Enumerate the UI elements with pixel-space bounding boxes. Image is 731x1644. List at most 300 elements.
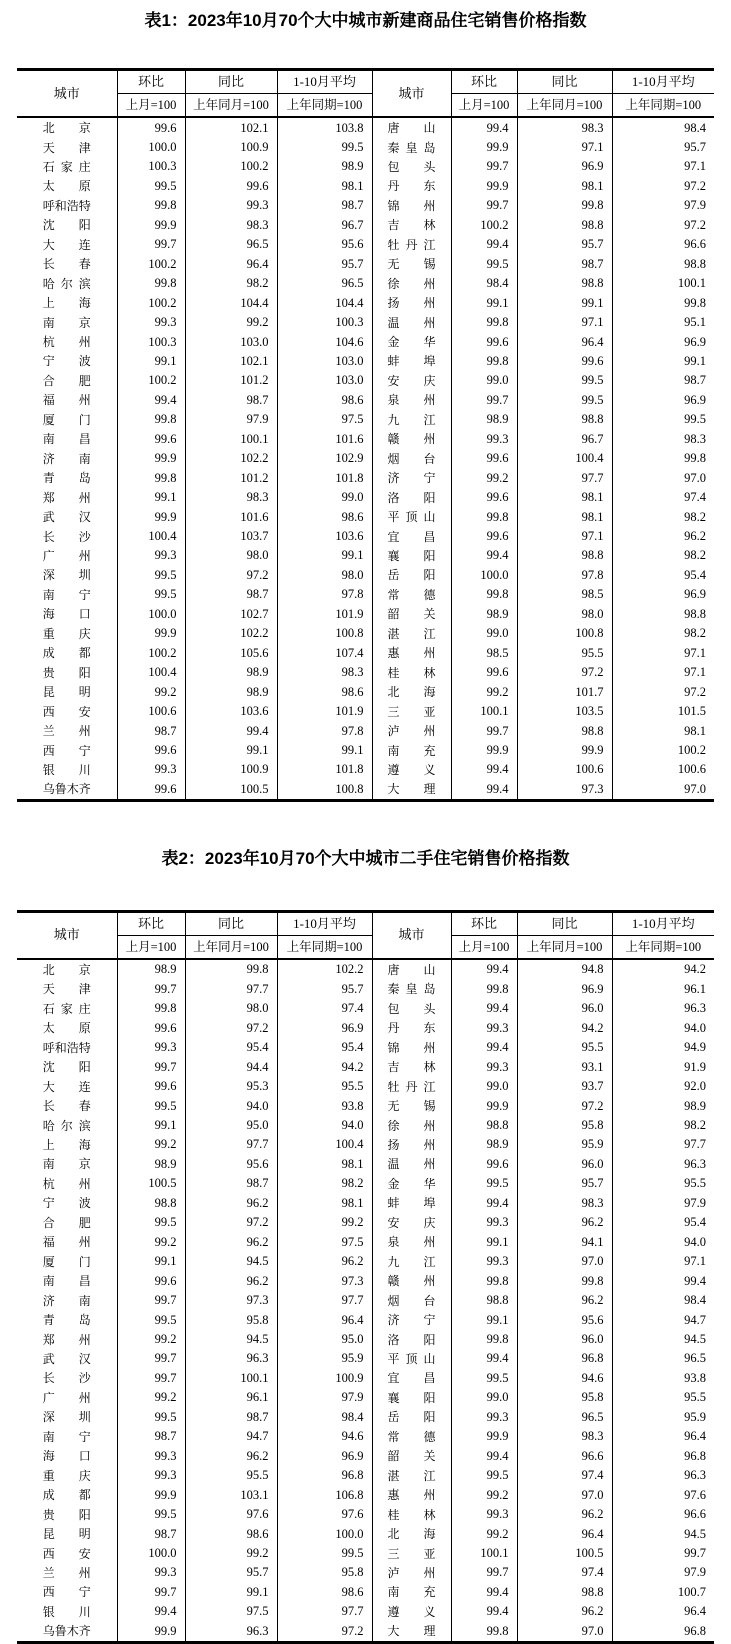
city-name: 秦皇岛 [387,140,436,155]
price-index-value: 96.9 [612,332,714,351]
city-name-cell [372,196,451,215]
price-index-value: 96.4 [517,332,612,351]
price-index-value: 100.5 [517,1543,612,1562]
price-index-value: 98.6 [277,390,372,409]
city-name: 沈阳 [42,1060,91,1075]
city-name: 温州 [387,1157,436,1172]
table-row [17,1018,714,1037]
price-index-value: 99.4 [451,1446,517,1465]
city-name: 南充 [387,743,436,758]
city-name: 石家庄 [42,159,91,174]
city-name-cell [17,196,117,215]
city-name-cell [372,332,451,351]
price-index-value: 99.5 [612,410,714,429]
price-index-value: 99.8 [117,274,185,293]
table-row [17,1135,714,1154]
price-index-value: 98.2 [612,507,714,526]
price-index-value: 98.7 [117,1427,185,1446]
price-index-value: 95.9 [612,1407,714,1426]
table-row [17,1271,714,1290]
price-index-value: 91.9 [612,1057,714,1076]
city-name: 南京 [42,315,91,330]
city-name-cell [17,1368,117,1387]
city-name-cell [17,702,117,721]
city-name-cell [372,1388,451,1407]
city-name: 沈阳 [42,218,91,233]
table-row [17,1407,714,1426]
city-name-cell [17,176,117,195]
table-row [17,604,714,623]
price-index-value: 96.4 [612,1427,714,1446]
price-index-value: 96.2 [185,1232,277,1251]
price-index-value: 100.0 [117,1543,185,1562]
price-index-value: 96.0 [517,1154,612,1173]
table-row [17,1193,714,1212]
city-name: 福州 [42,1235,91,1250]
price-index-value: 95.0 [277,1329,372,1348]
price-index-value: 99.3 [451,1057,517,1076]
price-index-value: 94.8 [517,959,612,979]
city-name-cell [372,1524,451,1543]
price-index-value: 99.4 [451,1193,517,1212]
price-index-value: 94.0 [277,1115,372,1134]
price-index-value: 97.1 [517,313,612,332]
city-name: 杭州 [42,1176,91,1191]
price-index-value: 98.4 [451,274,517,293]
price-index-value: 97.7 [185,979,277,998]
price-index-value: 99.0 [451,624,517,643]
price-index-value: 99.7 [451,157,517,176]
header-mom: 环比 [451,70,517,94]
price-index-value: 99.6 [117,429,185,448]
city-name-cell [17,1077,117,1096]
table-row [17,274,714,293]
city-name: 牡丹江 [387,1079,436,1094]
price-index-value: 99.5 [117,585,185,604]
price-index-value: 95.4 [185,1038,277,1057]
city-name-cell [372,1427,451,1446]
city-name: 太原 [42,1021,91,1036]
price-index-value: 101.8 [277,468,372,487]
price-index-value: 95.8 [185,1310,277,1329]
city-name-cell [17,1329,117,1348]
price-index-value: 100.0 [451,565,517,584]
city-name-cell [17,157,117,176]
price-index-value: 95.4 [277,1038,372,1057]
city-name: 长春 [42,257,91,272]
price-index-value: 95.6 [277,235,372,254]
city-name-cell [17,999,117,1018]
city-name: 襄阳 [387,549,436,564]
resale-home-price-index-table [17,910,714,1644]
price-index-value: 99.4 [451,760,517,779]
price-index-value: 96.0 [517,1329,612,1348]
city-name-cell [372,959,451,979]
price-index-value: 99.5 [451,1174,517,1193]
price-index-value: 97.2 [517,663,612,682]
header-yoy: 同比 [517,911,612,935]
price-index-value: 95.7 [277,254,372,273]
header-avg-base: 上年同期=100 [612,935,714,959]
price-index-value: 99.2 [117,1388,185,1407]
city-name: 泉州 [387,1235,436,1250]
price-index-value: 102.9 [277,449,372,468]
city-name-cell [17,1057,117,1076]
city-name-cell [17,507,117,526]
city-name-cell [372,1563,451,1582]
price-index-value: 98.8 [612,254,714,273]
city-name-cell [372,1543,451,1562]
price-index-value: 98.8 [517,721,612,740]
city-name: 惠州 [387,646,436,661]
city-name-cell [17,429,117,448]
price-index-value: 94.4 [185,1057,277,1076]
price-index-value: 97.0 [517,1485,612,1504]
header-avg: 1-10月平均 [612,70,714,94]
city-name: 大连 [42,237,91,252]
city-name-cell [17,215,117,234]
table-row [17,585,714,604]
price-index-value: 96.2 [517,1602,612,1621]
table-row [17,1466,714,1485]
price-index-value: 98.1 [277,1154,372,1173]
table-row [17,1349,714,1368]
price-index-value: 94.5 [612,1329,714,1348]
price-index-value: 98.5 [451,643,517,662]
price-index-value: 97.8 [277,585,372,604]
city-name-cell [17,1096,117,1115]
city-name: 南充 [387,1585,436,1600]
price-index-value: 97.5 [277,1232,372,1251]
city-name: 海口 [42,607,91,622]
price-index-value: 99.6 [451,449,517,468]
price-index-value: 96.8 [517,1349,612,1368]
city-name-cell [17,721,117,740]
city-name: 银川 [42,763,91,777]
price-index-value: 95.5 [517,643,612,662]
city-name: 扬州 [387,1137,436,1152]
price-index-value: 101.9 [277,604,372,623]
price-index-value: 100.4 [117,663,185,682]
city-name: 吉林 [387,1060,436,1075]
header-mom: 环比 [117,70,185,94]
header-yoy: 同比 [185,911,277,935]
price-index-value: 99.6 [451,332,517,351]
city-name: 济南 [42,1293,91,1308]
price-index-value: 101.2 [185,371,277,390]
price-index-value: 100.8 [277,624,372,643]
price-index-value: 99.6 [117,741,185,760]
city-name-cell [17,1388,117,1407]
price-index-value: 98.7 [117,1524,185,1543]
price-index-value: 99.6 [451,527,517,546]
city-name-cell [372,760,451,779]
city-name-cell [17,1252,117,1271]
city-name: 成都 [42,646,91,661]
header-mom-base: 上月=100 [451,935,517,959]
city-name: 西宁 [42,743,91,758]
table-row [17,1232,714,1251]
price-index-value: 96.8 [612,1621,714,1642]
table-row [17,1602,714,1621]
city-name-cell [372,1368,451,1387]
city-name-cell [17,643,117,662]
city-name-cell [17,1582,117,1601]
price-index-value: 95.5 [185,1466,277,1485]
price-index-value: 100.6 [517,760,612,779]
city-name: 岳阳 [387,568,436,583]
city-name: 韶关 [387,1449,436,1464]
city-name: 贵阳 [42,1507,91,1522]
price-index-value: 100.1 [612,274,714,293]
city-name-cell [372,1018,451,1037]
city-name: 北京 [42,121,91,136]
table-row [17,390,714,409]
price-index-value: 94.0 [612,1018,714,1037]
price-index-value: 97.9 [185,410,277,429]
price-index-value: 96.4 [185,254,277,273]
price-index-value: 96.8 [612,1446,714,1465]
price-index-value: 97.7 [185,1135,277,1154]
price-index-value: 98.9 [185,682,277,701]
price-index-value: 98.9 [451,1135,517,1154]
price-index-value: 97.1 [612,663,714,682]
city-name: 北海 [387,685,436,700]
table2-header [17,911,714,959]
price-index-value: 104.4 [277,293,372,312]
price-index-value: 98.3 [277,663,372,682]
city-name-cell [17,1310,117,1329]
table-row [17,1291,714,1310]
city-name: 南昌 [42,1274,91,1289]
price-index-value: 99.2 [117,1329,185,1348]
city-name: 南京 [42,1157,91,1172]
price-index-value: 97.6 [612,1485,714,1504]
price-index-value: 96.4 [277,1310,372,1329]
city-name-cell [17,235,117,254]
price-index-value: 99.4 [451,1602,517,1621]
city-name-cell [372,1505,451,1524]
table-row [17,1582,714,1601]
price-index-value: 93.8 [612,1368,714,1387]
price-index-value: 97.5 [185,1602,277,1621]
city-name: 遵义 [387,1604,436,1619]
price-index-value: 103.6 [185,702,277,721]
city-name-cell [372,1446,451,1465]
price-index-value: 100.1 [451,702,517,721]
city-name: 济宁 [387,1313,436,1328]
table-row [17,643,714,662]
city-name: 北京 [42,962,91,977]
city-name: 青岛 [42,471,91,486]
city-name-cell [17,1602,117,1621]
table2-body [17,959,714,1642]
city-name-cell [372,721,451,740]
city-name-cell [372,527,451,546]
price-index-value: 97.2 [517,1096,612,1115]
city-name: 上海 [42,296,91,311]
city-name-cell [17,254,117,273]
header-mom-base: 上月=100 [451,94,517,118]
city-name: 秦皇岛 [387,982,436,997]
price-index-value: 99.5 [277,1543,372,1562]
price-index-value: 94.9 [612,1038,714,1057]
price-index-value: 99.9 [117,624,185,643]
price-index-value: 94.2 [277,1057,372,1076]
new-home-price-index-table [17,68,714,802]
price-index-value: 99.3 [185,196,277,215]
city-name: 长春 [42,1099,91,1114]
price-index-value: 95.3 [185,1077,277,1096]
city-name-cell [17,624,117,643]
price-index-value: 99.1 [185,1582,277,1601]
city-name: 三亚 [387,704,436,719]
price-index-value: 99.1 [612,351,714,370]
table1-body [17,117,714,800]
price-index-value: 97.7 [612,1135,714,1154]
price-index-value: 99.7 [117,979,185,998]
price-index-value: 99.1 [451,293,517,312]
price-index-value: 94.5 [185,1252,277,1271]
table-row [17,760,714,779]
price-index-value: 106.8 [277,1485,372,1504]
city-name: 重庆 [42,626,91,641]
price-index-value: 96.3 [185,1621,277,1642]
price-index-value: 99.3 [451,1505,517,1524]
table-row [17,721,714,740]
city-name: 西安 [42,704,91,719]
price-index-value: 99.1 [277,546,372,565]
city-name-cell [372,1115,451,1134]
city-name-cell [17,1543,117,1562]
price-index-value: 99.3 [117,546,185,565]
price-index-value: 96.9 [612,390,714,409]
city-name-cell [372,1252,451,1271]
city-name-cell [372,741,451,760]
table-row [17,507,714,526]
price-index-value: 100.4 [277,1135,372,1154]
price-index-value: 98.3 [517,1427,612,1446]
city-name: 平顶山 [387,510,436,525]
city-name-cell [372,235,451,254]
city-name-cell [17,1446,117,1465]
price-index-value: 99.8 [451,1271,517,1290]
price-index-value: 99.9 [117,1485,185,1504]
city-name-cell [17,1154,117,1173]
price-index-value: 107.4 [277,643,372,662]
table-row [17,1174,714,1193]
city-name-cell [372,215,451,234]
city-name: 泸州 [387,724,436,739]
city-name-cell [17,979,117,998]
city-name-cell [17,351,117,370]
city-name-cell [17,663,117,682]
city-name-cell [372,254,451,273]
price-index-value: 97.9 [277,1388,372,1407]
city-name: 大连 [42,1079,91,1094]
city-name: 宁波 [42,1196,91,1211]
price-index-value: 97.3 [517,779,612,800]
price-index-value: 100.3 [117,332,185,351]
price-index-value: 99.4 [451,117,517,137]
city-name: 呼和浩特 [42,1040,91,1055]
price-index-value: 96.3 [612,1466,714,1485]
table-row [17,1038,714,1057]
price-index-value: 99.8 [451,351,517,370]
table-row [17,1621,714,1642]
price-index-value: 95.7 [185,1563,277,1582]
price-index-value: 97.1 [517,137,612,156]
city-name-cell [17,779,117,800]
price-index-value: 96.1 [185,1388,277,1407]
price-index-value: 96.1 [612,979,714,998]
price-index-value: 98.8 [517,410,612,429]
price-index-value: 99.2 [117,1135,185,1154]
price-index-value: 96.9 [517,979,612,998]
price-index-value: 94.5 [185,1329,277,1348]
price-index-value: 95.7 [612,137,714,156]
city-name: 无锡 [387,1099,436,1114]
price-index-value: 97.7 [277,1602,372,1621]
price-index-value: 98.2 [277,1174,372,1193]
price-index-value: 99.6 [451,1154,517,1173]
city-name-cell [17,313,117,332]
city-name: 宜昌 [387,1371,436,1386]
city-name: 哈尔滨 [42,1118,91,1133]
city-name: 青岛 [42,1313,91,1328]
price-index-value: 96.7 [277,215,372,234]
table-row [17,1310,714,1329]
city-name-cell [372,1232,451,1251]
city-name: 呼和浩特 [42,198,91,213]
price-index-value: 96.2 [517,1505,612,1524]
table-row [17,449,714,468]
city-name-cell [372,1582,451,1601]
price-index-value: 101.6 [185,507,277,526]
city-name: 太原 [42,179,91,194]
price-index-value: 98.8 [117,1193,185,1212]
price-index-value: 99.1 [517,293,612,312]
price-index-value: 100.5 [117,1174,185,1193]
price-index-value: 99.0 [451,1388,517,1407]
price-index-value: 95.9 [517,1135,612,1154]
price-index-value: 99.4 [451,959,517,979]
price-index-value: 97.2 [277,1621,372,1642]
price-index-value: 99.6 [117,117,185,137]
price-index-value: 99.5 [451,254,517,273]
price-index-value: 93.7 [517,1077,612,1096]
price-index-value: 96.6 [612,235,714,254]
city-name-cell [17,1038,117,1057]
price-index-value: 97.7 [277,1291,372,1310]
table-row [17,1077,714,1096]
price-index-value: 99.9 [117,449,185,468]
price-index-value: 101.6 [277,429,372,448]
price-index-value: 97.6 [185,1505,277,1524]
table-row [17,313,714,332]
price-index-value: 99.2 [451,468,517,487]
city-name-cell [372,779,451,800]
price-index-value: 100.6 [117,702,185,721]
city-name-cell [372,604,451,623]
city-name-cell [372,1096,451,1115]
table-row [17,1115,714,1134]
price-index-value: 101.2 [185,468,277,487]
price-index-value: 98.7 [612,371,714,390]
city-name-cell [17,371,117,390]
price-index-value: 99.4 [451,1349,517,1368]
price-index-value: 103.0 [277,351,372,370]
